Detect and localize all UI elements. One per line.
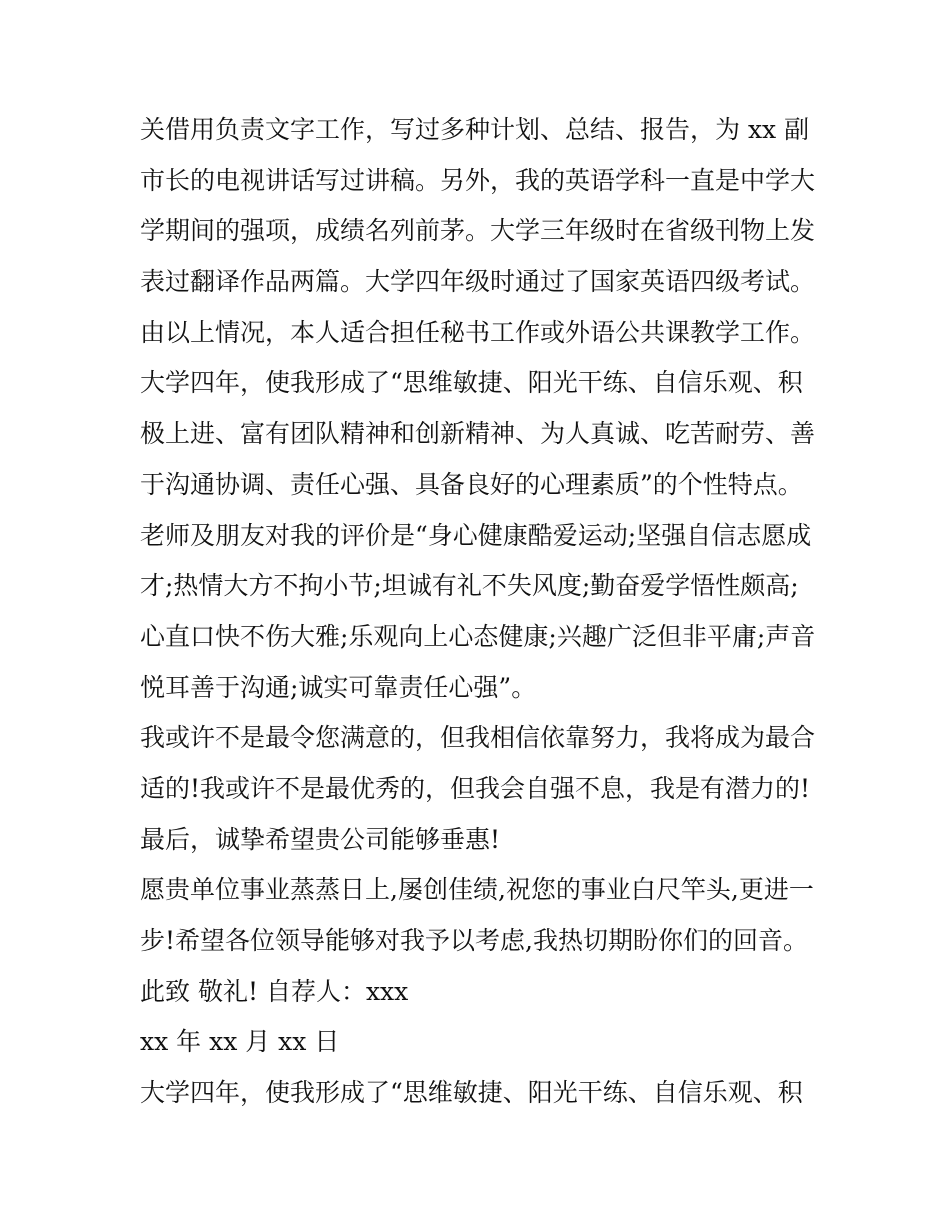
text-line: 悦耳善于沟通;诚实可靠责任心强”。 (140, 672, 537, 702)
text-line: 心直口快不伤大雅;乐观向上心态健康;兴趣广泛但非平庸;声音 (140, 621, 816, 651)
document-body (140, 105, 820, 1119)
text-line: 极上进、富有团队精神和创新精神、为人真诚、吃苦耐劳、善 (140, 419, 816, 449)
closing-salutation: 此致 敬礼! 自荐人：xxx (140, 976, 409, 1006)
text-line: 愿贵单位事业蒸蒸日上,屡创佳绩,祝您的事业白尺竿头,更进一 (140, 875, 814, 905)
text-line: 表过翻译作品两篇。大学四年级时通过了国家英语四级考试。 (140, 267, 816, 297)
text-line: 大学四年，使我形成了“思维敏捷、阳光干练、自信乐观、积 (140, 1078, 803, 1108)
text-line: 大学四年，使我形成了“思维敏捷、阳光干练、自信乐观、积 (140, 368, 803, 398)
text-line: 由以上情况，本人适合担任秘书工作或外语公共课教学工作。 (140, 317, 816, 347)
text-line: 适的!我或许不是最优秀的，但我会自强不息，我是有潜力的! (140, 773, 811, 803)
text-line: 老师及朋友对我的评价是“身心健康酷爱运动;坚强自信志愿成 (140, 520, 812, 550)
date-line: xx 年 xx 月 xx 日 (140, 1027, 340, 1057)
text-line: 学期间的强项，成绩名列前茅。大学三年级时在省级刊物上发 (140, 216, 816, 246)
text-line: 市长的电视讲话写过讲稿。另外，我的英语学科一直是中学大 (140, 165, 816, 195)
text-line: 才;热情大方不拘小节;坦诚有礼不失风度;勤奋爱学悟性颇高; (140, 571, 799, 601)
text-line: 关借用负责文字工作，写过多种计划、总结、报告，为 xx 副 (140, 115, 810, 144)
text-line: 于沟通协调、责任心强、具备良好的心理素质”的个性特点。 (140, 469, 803, 499)
text-line: 最后，诚挚希望贵公司能够垂惠! (140, 824, 501, 854)
text-line: 步!希望各位领导能够对我予以考虑,我热切期盼你们的回音。 (140, 926, 808, 955)
text-line: 我或许不是最令您满意的，但我相信依靠努力，我将成为最合 (140, 723, 816, 753)
